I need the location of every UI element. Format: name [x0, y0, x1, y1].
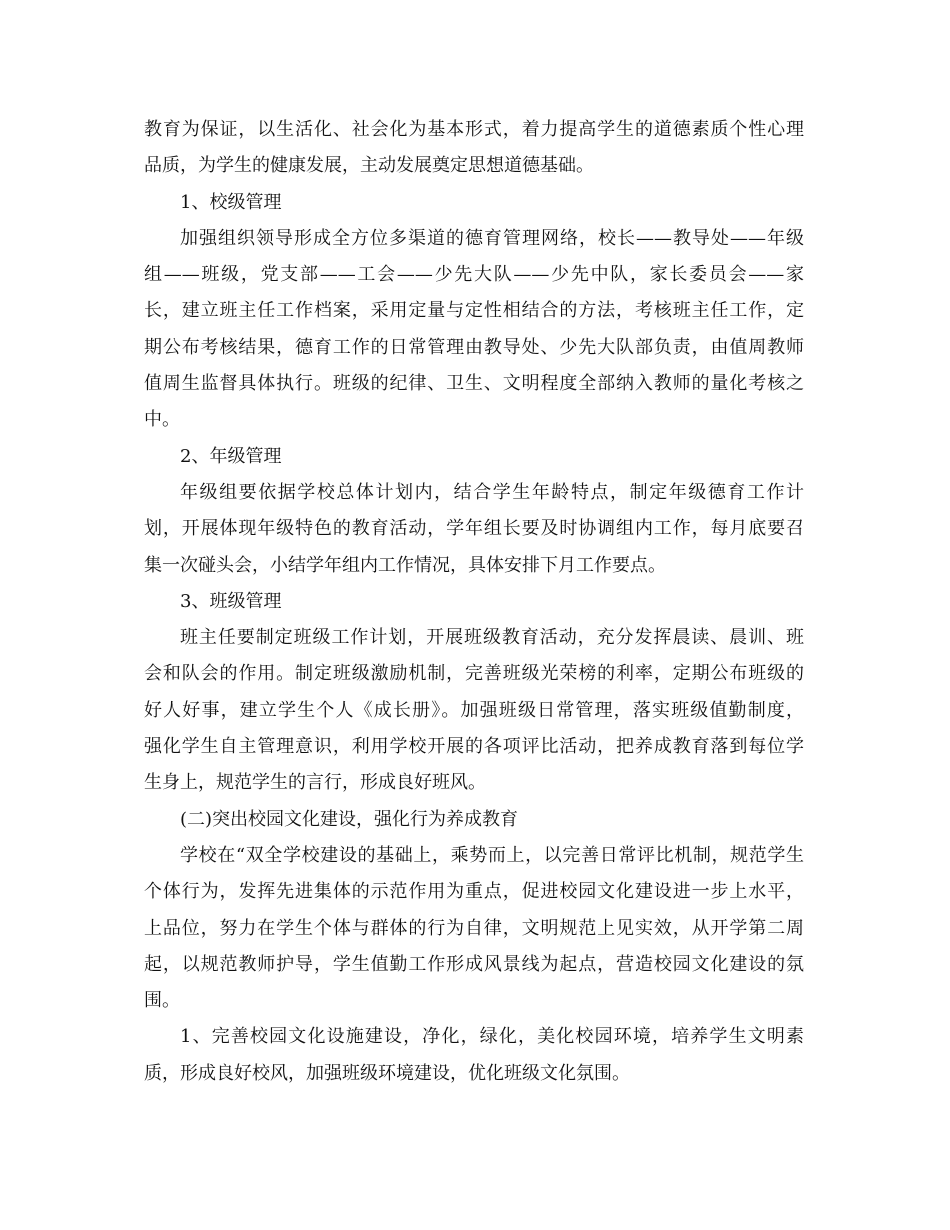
heading-text: 3、班级管理 — [180, 590, 282, 612]
body-paragraph — [144, 838, 804, 1019]
text-line: 学校在“双全学校建设的基础上，乘势而上，以完善日常评比机制，规范学生 — [180, 844, 804, 866]
text-line: 围。 — [144, 990, 180, 1012]
text-line: 年级组要依据学校总体计划内，结合学生年龄特点，制定年级德育工作计 — [180, 481, 804, 503]
section-heading — [144, 584, 804, 620]
heading-text: 1、校级管理 — [180, 191, 282, 213]
body-paragraph — [144, 112, 804, 185]
text-line: 集一次碰头会，小结学年组内工作情况，具体安排下月工作要点。 — [144, 554, 666, 576]
text-line: 起，以规范教师护导，学生值勤工作形成风景线为起点，营造校园文化建设的氛 — [144, 953, 804, 975]
section-heading — [144, 439, 804, 475]
text-line: 好人好事，建立学生个人《成长册》。加强班级日常管理，落实班级值勤制度， — [144, 699, 804, 721]
heading-text: 2、年级管理 — [180, 445, 282, 467]
text-line: 质，形成良好校风，加强班级环境建设，优化班级文化氛围。 — [144, 1062, 630, 1084]
body-paragraph — [144, 221, 804, 439]
text-line: 品质，为学生的健康发展，主动发展奠定思想道德基础。 — [144, 155, 594, 177]
section-heading — [144, 802, 804, 838]
text-line: 1、完善校园文化设施建设，净化，绿化，美化校园环境，培养学生文明素 — [180, 1026, 804, 1048]
text-line: 班主任要制定班级工作计划，开展班级教育活动，充分发挥晨读、晨训、班 — [180, 627, 804, 649]
text-line: 组——班级，党支部——工会——少先大队——少先中队，家长委员会——家 — [144, 264, 804, 286]
text-line: 上品位，努力在学生个体与群体的行为自律，文明规范上见实效，从开学第二周 — [144, 917, 804, 939]
text-line: 生身上，规范学生的言行，形成良好班风。 — [144, 772, 486, 794]
body-paragraph — [144, 1019, 804, 1092]
text-line: 划，开展体现年级特色的教育活动，学年组长要及时协调组内工作，每月底要召 — [144, 518, 804, 540]
text-line: 加强组织领导形成全方位多渠道的德育管理网络，校长——教导处——年级 — [180, 227, 804, 249]
text-line: 个体行为，发挥先进集体的示范作用为重点，促进校园文化建设进一步上水平， — [144, 881, 804, 903]
text-line: 值周生监督具体执行。班级的纪律、卫生、文明程度全部纳入教师的量化考核之 — [144, 373, 804, 395]
text-line: 教育为保证，以生活化、社会化为基本形式，着力提高学生的道德素质个性心理 — [144, 119, 804, 140]
text-line: 期公布考核结果，德育工作的日常管理由教导处、少先大队部负责，由值周教师 — [144, 336, 804, 358]
text-line: 中。 — [144, 409, 180, 431]
document-body — [144, 112, 804, 1092]
body-paragraph — [144, 620, 804, 801]
text-line: 长，建立班主任工作档案，采用定量与定性相结合的方法，考核班主任工作，定 — [144, 300, 804, 322]
text-line: 强化学生自主管理意识，利用学校开展的各项评比活动，把养成教育落到每位学 — [144, 736, 804, 758]
heading-text: (二)突出校园文化建设，强化行为养成教育 — [180, 808, 519, 830]
body-paragraph — [144, 475, 804, 584]
section-heading — [144, 185, 804, 221]
text-line: 会和队会的作用。制定班级激励机制，完善班级光荣榜的利率，定期公布班级的 — [144, 663, 804, 685]
